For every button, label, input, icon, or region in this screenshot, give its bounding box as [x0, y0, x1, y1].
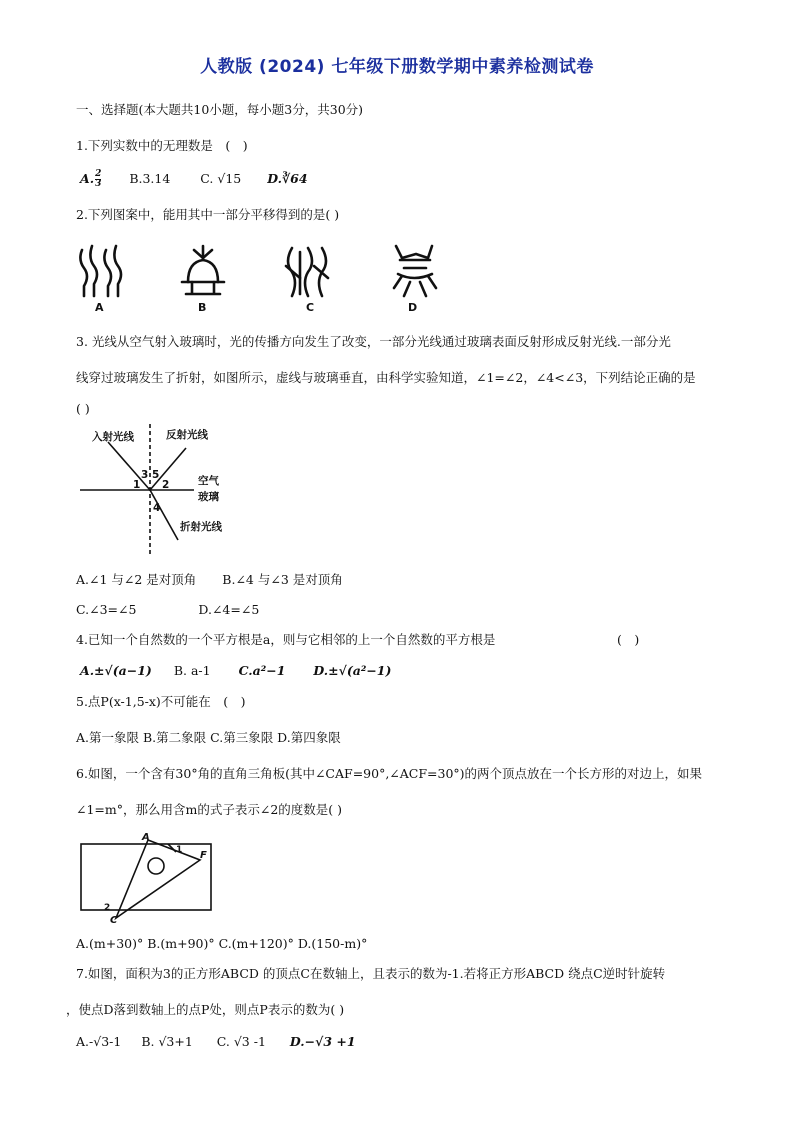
q3-figure: [74, 420, 264, 560]
q3-options-ab: [76, 571, 343, 589]
vertex-a-label: A: [142, 832, 150, 843]
incident-ray-label: 入射光线: [92, 431, 134, 443]
angle-1-label: 1: [176, 845, 183, 855]
q7-options: [76, 1033, 356, 1051]
pattern-c-label: C: [306, 301, 315, 314]
section-heading: 一、选择题(本大题共10小题，每小题3分，共30分): [76, 102, 364, 117]
pattern-d-icon: [394, 246, 436, 296]
vertex-f-label: F: [200, 850, 207, 861]
pattern-d-label: D: [408, 301, 418, 314]
q3-options-cd: [76, 601, 259, 619]
air-label: 空气: [198, 475, 219, 487]
q7-line1: 7.如图，面积为3的正方形ABCD 的顶点C在数轴上，且表示的数为-1.若将正方形ABCD 绕点C逆时针旋转: [76, 966, 666, 981]
q4-options: [80, 662, 391, 680]
q3-line3: ( ): [76, 401, 90, 416]
q7-option-b: B. √3+1: [141, 1034, 193, 1049]
q1-option-c: C. √15: [200, 171, 242, 186]
q6-line1: 6.如图，一个含有30°角的直角三角板(其中∠CAF=90°,∠ACF=30°)的两个顶点放在一个长方形的对边上，如果: [76, 766, 703, 781]
q7-line2: ，使点D落到数轴上的点P处，则点P表示的数为( ): [66, 1002, 345, 1017]
q7-option-a: A.-√3-1: [76, 1034, 122, 1049]
angle-2-label: 2: [162, 479, 170, 491]
q3-line1: 3. 光线从空气射入玻璃时，光的传播方向发生了改变，一部分光线通过玻璃表面反射形成反射光线.一部分光: [76, 334, 671, 349]
q2-stem: 2.下列图案中，能用其中一部分平移得到的是( ): [76, 207, 340, 222]
angle-2-label: 2: [104, 903, 111, 913]
q4-option-c: C.a²−1: [238, 663, 286, 678]
pattern-b-label: B: [198, 301, 207, 314]
refracted-ray-label: 折射光线: [180, 521, 222, 533]
q2-figure: [70, 238, 450, 318]
q1-option-a: A. $\frac{2}{3}$: [80, 169, 102, 189]
q6-line2: ∠1=m°，那么用含m的式子表示∠2的度数是( ): [76, 802, 343, 817]
pattern-b-icon: [182, 246, 224, 294]
q1-options: [80, 170, 308, 189]
q6-figure: [76, 830, 216, 926]
q3-line2: 线穿过玻璃发生了折射，如图所示，虚线与玻璃垂直，由科学实验知道，∠1=∠2，∠4<∠3，下列结论正确的是: [76, 370, 696, 385]
q1-option-d: D.∛64: [267, 171, 308, 186]
q5-stem: 5.点P(x-1,5-x)不可能在 ( ): [76, 694, 246, 709]
pattern-c-icon: [286, 248, 328, 296]
q7-option-d: D.−√3 +1: [289, 1034, 356, 1049]
q3-option-b: B.∠4 与∠3 是对顶角: [222, 572, 343, 587]
q4-option-d: D.±√(a²−1): [313, 663, 392, 678]
q1-option-b: B.3.14: [129, 171, 171, 186]
glass-label: 玻璃: [198, 491, 219, 503]
q4-stem: 4.已知一个自然数的一个平方根是a，则与它相邻的上一个自然数的平方根是: [76, 632, 496, 647]
q3-option-c: C.∠3=∠5: [76, 602, 137, 617]
q6-options: A.(m+30)° B.(m+90)° C.(m+120)° D.(150-m)°: [76, 936, 368, 951]
angle-4-label: 4: [153, 502, 161, 514]
q4-paren: ( ): [617, 632, 640, 647]
q4-option-b: B. a-1: [173, 663, 211, 678]
reflected-ray-label: 反射光线: [166, 429, 208, 441]
page-title: 人教版 (2024) 七年级下册数学期中素养检测试卷: [200, 57, 594, 77]
q1-stem: 1.下列实数中的无理数是 ( ): [76, 138, 248, 153]
angle-3-label: 3: [141, 469, 149, 481]
angle-1-label: 1: [133, 479, 141, 491]
angle-5-label: 5: [152, 469, 160, 481]
q5-options: A.第一象限 B.第二象限 C.第三象限 D.第四象限: [76, 730, 341, 745]
q7-option-c: C. √3 -1: [216, 1034, 266, 1049]
q4-option-a: A.±√(a−1): [80, 663, 152, 678]
vertex-c-label: C: [110, 915, 118, 926]
q3-option-a: A.∠1 与∠2 是对顶角: [76, 572, 197, 587]
pattern-a-label: A: [95, 301, 104, 314]
q3-option-d: D.∠4=∠5: [198, 602, 260, 617]
pattern-a-icon: [80, 246, 121, 296]
